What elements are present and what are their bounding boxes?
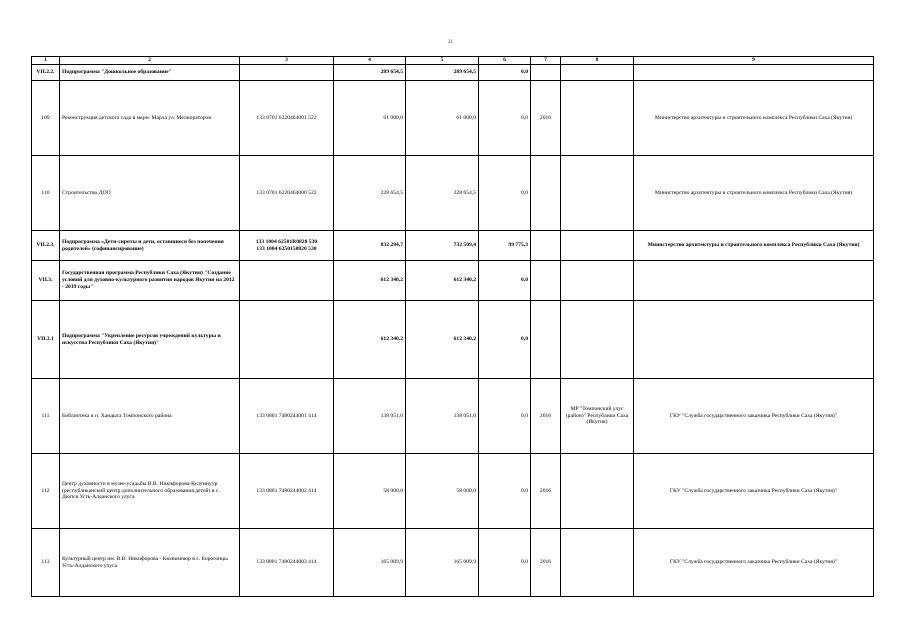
cell-local-budget-amount: 0,0 [479,454,531,529]
cell-year: 2016 [531,529,561,597]
cell-total-amount: 228 654,5 [334,156,406,231]
table-row [32,379,874,454]
cell-customer [561,454,634,529]
cell-budget-code [240,261,334,301]
column-header: 8 [561,57,634,65]
cell-republic-budget-amount: 612 340,2 [406,261,479,301]
cell-republic-budget-amount: 165 009,9 [406,529,479,597]
cell-budget-code: 133 0701 6220464001 522 [240,81,334,156]
table-row [32,454,874,529]
cell-republic-budget-amount: 228 654,5 [406,156,479,231]
cell-local-budget-amount: 99 775,3 [479,231,531,261]
cell-republic-budget-amount: 732 509,4 [406,231,479,261]
cell-item-name: Центр духовности в музее-усадьбы В.В. Никифорова-Кулумнуур (республиканский центр дополнительного образования детей) в с. Дюпся Усть-Алданского улуса [60,454,240,529]
cell-year [531,301,561,379]
cell-item-name: Библиотека в п. Хандыга Томпонского района [60,379,240,454]
page-number: 21 [448,40,453,45]
cell-total-amount: 165 009,9 [334,529,406,597]
column-header: 1 [32,57,60,65]
cell-customer [561,301,634,379]
cell-year [531,231,561,261]
cell-row-code: 112 [32,454,60,529]
cell-republic-budget-amount: 612 340,2 [406,301,479,379]
cell-item-name: Подпрограмма «Дети-сироты и дети, оставшиеся без попечения родителей» (софинансирование) [60,231,240,261]
cell-row-code: 113 [32,529,60,597]
cell-item-name: Подпрограмма "Укрепление ресурсов учреждений культуры и искусства Республики Саха (Якутия)" [60,301,240,379]
cell-total-amount: 61 000,0 [334,81,406,156]
cell-republic-budget-amount: 61 000,0 [406,81,479,156]
cell-total-amount: 832 284,7 [334,231,406,261]
cell-year [531,65,561,81]
cell-row-code: VII.2.3. [32,231,60,261]
cell-year: 2016 [531,454,561,529]
cell-customer: МР "Томпонский улус (район)" Республики Саха (Якутия) [561,379,634,454]
cell-local-budget-amount: 0,0 [479,81,531,156]
cell-budget-code [240,65,334,81]
cell-row-code: VII.2.2. [32,65,60,81]
cell-row-code: VII.3.1 [32,301,60,379]
cell-local-budget-amount: 0,0 [479,529,531,597]
table-row [32,156,874,231]
cell-customer [561,261,634,301]
table-row [32,231,874,261]
cell-executor [634,65,874,81]
cell-year: 2016 [531,379,561,454]
column-header-row [32,57,874,65]
cell-customer [561,156,634,231]
cell-total-amount: 138 051,0 [334,379,406,454]
cell-year: 2016 [531,81,561,156]
cell-budget-code: 133 0801 7480244003 414 [240,529,334,597]
table-row [32,301,874,379]
cell-local-budget-amount: 0,0 [479,301,531,379]
cell-total-amount: 289 654,5 [334,65,406,81]
cell-local-budget-amount: 0,0 [479,261,531,301]
cell-row-code: VII.3. [32,261,60,301]
cell-row-code: 110 [32,156,60,231]
cell-budget-code: 133 0801 7480244002 414 [240,454,334,529]
cell-republic-budget-amount: 138 051,0 [406,379,479,454]
cell-executor: Министерство архитектуры и строительного комплекса Республики Саха (Якутия) [634,156,874,231]
table-row [32,81,874,156]
cell-executor: ГКУ "Служба государственного заказчика Республики Саха (Якутия)" [634,379,874,454]
cell-customer [561,65,634,81]
column-header: 7 [531,57,561,65]
table-row [32,261,874,301]
cell-republic-budget-amount: 289 654,5 [406,65,479,81]
column-header: 2 [60,57,240,65]
cell-item-name: Подпрограмма "Дошкольное образование" [60,65,240,81]
cell-customer [561,529,634,597]
cell-executor [634,301,874,379]
table-row [32,529,874,597]
column-header: 6 [479,57,531,65]
cell-budget-code: 133 1004 62501R0820 530 133 1004 6250150820 530 [240,231,334,261]
cell-budget-code [240,301,334,379]
cell-local-budget-amount: 0,0 [479,156,531,231]
cell-executor: ГКУ "Служба государственного заказчика Республики Саха (Якутия)" [634,529,874,597]
cell-total-amount: 58 000,0 [334,454,406,529]
cell-item-name: Государственная программа Республики Саха (Якутия) "Создание условий для духовно-культурного развития народов Якутии на 2012 - 2019 годы" [60,261,240,301]
cell-total-amount: 612 340,2 [334,261,406,301]
cell-budget-code: 133 0701 6220464000 522 [240,156,334,231]
cell-year [531,156,561,231]
cell-item-name: Культурный центр им. В.В. Никифорова - Кюлюмнюр в с. Борогонцы Усть-Алданского улуса [60,529,240,597]
cell-total-amount: 612 340,2 [334,301,406,379]
column-header: 4 [334,57,406,65]
cell-item-name: Строительство ДОО [60,156,240,231]
cell-budget-code: 133 0801 7480244001 414 [240,379,334,454]
cell-executor: Министерство архитектуры и строительного комплекса Республики Саха (Якутия) [634,231,874,261]
column-header: 3 [240,57,334,65]
table-row [32,65,874,81]
cell-customer [561,231,634,261]
cell-republic-budget-amount: 58 000,0 [406,454,479,529]
cell-customer [561,81,634,156]
cell-local-budget-amount: 0,0 [479,379,531,454]
cell-year [531,261,561,301]
cell-local-budget-amount: 0,0 [479,65,531,81]
column-header: 5 [406,57,479,65]
cell-row-code: 109 [32,81,60,156]
cell-row-code: 111 [32,379,60,454]
budget-table [31,56,874,597]
column-header: 9 [634,57,874,65]
cell-executor: ГКУ "Служба государственного заказчика Республики Саха (Якутия)" [634,454,874,529]
cell-executor [634,261,874,301]
cell-item-name: Реконструкция детского сада в мкрн. Марха ул. Мелиораторов [60,81,240,156]
cell-executor: Министерство архитектуры и строительного комплекса Республики Саха (Якутия) [634,81,874,156]
